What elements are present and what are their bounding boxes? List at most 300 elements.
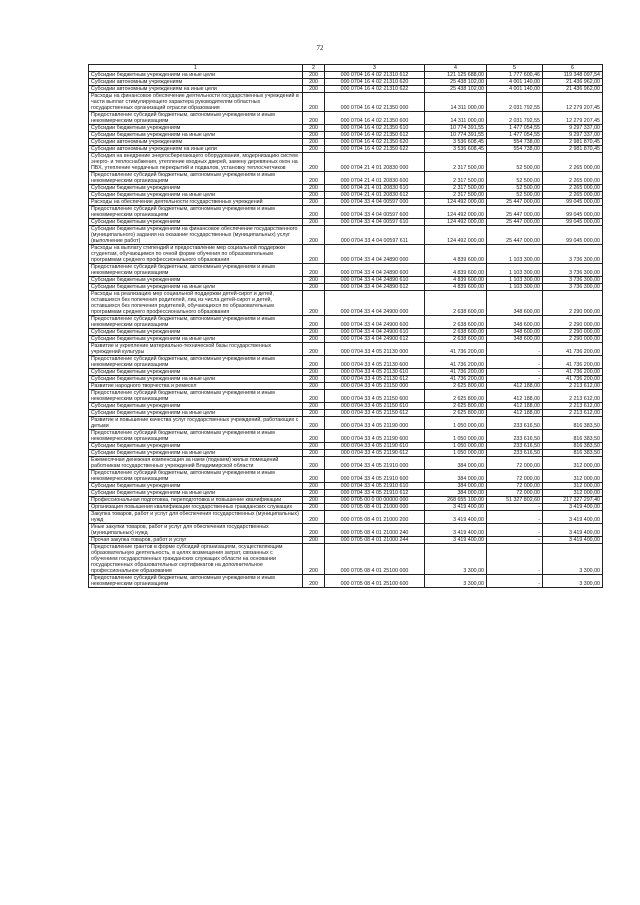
row-grbs-cell: 200 bbox=[303, 219, 325, 226]
row-grbs-cell: 200 bbox=[303, 343, 325, 356]
row-remainder-cell: 9 297 337,00 bbox=[543, 125, 603, 132]
row-name-cell: Субсидии бюджетным учреждениям bbox=[89, 403, 303, 410]
row-executed-cell: 2 031 792,55 bbox=[487, 112, 543, 125]
row-executed-cell: 52 500,00 bbox=[487, 192, 543, 199]
row-name-cell: Субсидии бюджетным учреждениям на иные цели bbox=[89, 284, 303, 291]
row-remainder-cell: 41 736 200,00 bbox=[543, 369, 603, 376]
row-remainder-cell: 3 419 400,00 bbox=[543, 504, 603, 511]
table-row bbox=[89, 537, 603, 544]
table-row bbox=[89, 153, 603, 172]
row-remainder-cell: 312 000,00 bbox=[543, 483, 603, 490]
row-amount-cell: 3 419 400,00 bbox=[425, 511, 487, 524]
row-executed-cell: 233 616,50 bbox=[487, 417, 543, 430]
row-remainder-cell: 312 000,00 bbox=[543, 457, 603, 470]
row-amount-cell: 3 419 400,00 bbox=[425, 524, 487, 537]
row-executed-cell: 51 327 802,60 bbox=[487, 497, 543, 504]
row-executed-cell: 25 447 000,00 bbox=[487, 226, 543, 245]
row-amount-cell: 2 625 800,00 bbox=[425, 410, 487, 417]
row-remainder-cell: 99 045 000,00 bbox=[543, 206, 603, 219]
row-remainder-cell: 119 348 097,54 bbox=[543, 72, 603, 79]
table-row bbox=[89, 450, 603, 457]
row-grbs-cell: 200 bbox=[303, 139, 325, 146]
row-remainder-cell: 3 300,00 bbox=[543, 544, 603, 575]
table-row bbox=[89, 336, 603, 343]
row-amount-cell: 41 736 200,00 bbox=[425, 376, 487, 383]
row-code-cell: 000 0704 21 4 01 20830 610 bbox=[325, 185, 425, 192]
column-header-6: 6 bbox=[543, 65, 603, 72]
row-amount-cell: 124 492 000,00 bbox=[425, 219, 487, 226]
row-code-cell: 000 0704 33 4 05 21910 000 bbox=[325, 457, 425, 470]
row-grbs-cell: 200 bbox=[303, 86, 325, 93]
row-code-cell: 000 0705 08 4 01 21000 244 bbox=[325, 537, 425, 544]
row-name-cell: Предоставление субсидий бюджетным, автономным учреждениям и иным некоммерческим организациям bbox=[89, 575, 303, 588]
table-row bbox=[89, 185, 603, 192]
table-row bbox=[89, 132, 603, 139]
row-name-cell: Предоставление субсидий бюджетным, автономным учреждениям и иным некоммерческим организациям bbox=[89, 112, 303, 125]
row-executed-cell: 412 188,00 bbox=[487, 410, 543, 417]
row-executed-cell: 72 000,00 bbox=[487, 490, 543, 497]
row-grbs-cell: 200 bbox=[303, 329, 325, 336]
column-header-2: 2 bbox=[303, 65, 325, 72]
row-code-cell: 000 0704 16 4 02 21350 610 bbox=[325, 125, 425, 132]
row-code-cell: 000 0704 33 4 05 21130 612 bbox=[325, 376, 425, 383]
row-executed-cell: 72 000,00 bbox=[487, 457, 543, 470]
row-remainder-cell: 816 383,50 bbox=[543, 450, 603, 457]
row-name-cell: Развитие народного творчества и ремесел bbox=[89, 383, 303, 390]
row-code-cell: 000 0704 16 4 02 21310 622 bbox=[325, 86, 425, 93]
row-amount-cell: 3 419 400,00 bbox=[425, 537, 487, 544]
row-executed-cell: - bbox=[487, 369, 543, 376]
row-code-cell: 000 0704 33 4 05 21130 600 bbox=[325, 356, 425, 369]
table-row bbox=[89, 264, 603, 277]
row-code-cell: 000 0704 33 4 05 21190 612 bbox=[325, 450, 425, 457]
row-amount-cell: 124 492 000,00 bbox=[425, 199, 487, 206]
row-code-cell: 000 0704 16 4 02 21350 600 bbox=[325, 112, 425, 125]
row-code-cell: 000 0705 08 4 01 25100 000 bbox=[325, 544, 425, 575]
row-code-cell: 000 0704 33 4 05 21150 600 bbox=[325, 390, 425, 403]
row-remainder-cell: 2 265 000,00 bbox=[543, 153, 603, 172]
row-remainder-cell: 2 213 612,00 bbox=[543, 390, 603, 403]
table-row bbox=[89, 575, 603, 588]
row-name-cell: Иные закупки товаров, работ и услуг для обеспечения государственных (муниципальных) нужд bbox=[89, 524, 303, 537]
table-row bbox=[89, 470, 603, 483]
row-code-cell: 000 0704 33 4 05 21150 000 bbox=[325, 383, 425, 390]
row-remainder-cell: 41 736 200,00 bbox=[543, 376, 603, 383]
table-row bbox=[89, 72, 603, 79]
row-amount-cell: 2 625 800,00 bbox=[425, 390, 487, 403]
table-row bbox=[89, 524, 603, 537]
row-executed-cell: 52 500,00 bbox=[487, 153, 543, 172]
row-grbs-cell: 200 bbox=[303, 490, 325, 497]
row-name-cell: Субсидии бюджетным учреждениям bbox=[89, 443, 303, 450]
row-code-cell: 000 0704 33 4 05 21910 612 bbox=[325, 490, 425, 497]
row-executed-cell: - bbox=[487, 537, 543, 544]
row-grbs-cell: 200 bbox=[303, 277, 325, 284]
row-amount-cell: 2 625 800,00 bbox=[425, 383, 487, 390]
row-grbs-cell: 200 bbox=[303, 470, 325, 483]
row-name-cell: Расходы на обеспечение деятельности государственных учреждений bbox=[89, 199, 303, 206]
row-executed-cell: 1 477 054,55 bbox=[487, 125, 543, 132]
row-code-cell: 000 0705 08 4 01 21000 000 bbox=[325, 504, 425, 511]
row-amount-cell: 25 438 102,00 bbox=[425, 79, 487, 86]
row-code-cell: 000 0704 16 4 02 21350 622 bbox=[325, 146, 425, 153]
row-code-cell: 000 0705 08 4 01 21000 240 bbox=[325, 524, 425, 537]
row-name-cell: Расходы на выплату стипендий и предоставление мер социальной поддержки студентам, обучающимся по очной форме обучения по образовательным программам среднего профессионального образования bbox=[89, 245, 303, 264]
row-name-cell: Организация повышения квалификации государственных гражданских служащих bbox=[89, 504, 303, 511]
row-name-cell: Субсидия на внедрение энергосберегающего оборудования, модернизацию систем энерго- и теплоснабжения, утепление входных дверей, замену деревянных окон на ПВХ, утепление чердачных перекрытий и подвалов, установку теплосчетчиков bbox=[89, 153, 303, 172]
row-name-cell: Субсидии бюджетным учреждениям bbox=[89, 125, 303, 132]
row-grbs-cell: 200 bbox=[303, 185, 325, 192]
row-name-cell: Предоставление грантов в форме субсидий организациям, осуществляющим образовательную деятельность, в целях возмещения затрат, связанных с обучением государственных гражданских служащих области на основании государственных образовательных сертификатов на дополнительное профессиональное образование bbox=[89, 544, 303, 575]
row-remainder-cell: 2 265 000,00 bbox=[543, 192, 603, 199]
table-row bbox=[89, 403, 603, 410]
row-amount-cell: 4 839 600,00 bbox=[425, 284, 487, 291]
row-remainder-cell: 2 290 000,00 bbox=[543, 291, 603, 316]
table-row bbox=[89, 112, 603, 125]
row-amount-cell: 3 300,00 bbox=[425, 575, 487, 588]
row-executed-cell: 4 001 140,00 bbox=[487, 86, 543, 93]
row-name-cell: Расходы на финансовое обеспечение деятельности государственных учреждений в части выплат стимулирующего характера руководителям областных государственных организаций отрасли образования bbox=[89, 93, 303, 112]
row-name-cell: Субсидии бюджетным учреждениям на иные цели bbox=[89, 192, 303, 199]
table-row bbox=[89, 206, 603, 219]
row-remainder-cell: 2 290 000,00 bbox=[543, 316, 603, 329]
table-row bbox=[89, 199, 603, 206]
row-code-cell: 000 0704 33 4 04 00597 610 bbox=[325, 219, 425, 226]
row-executed-cell: 1 103 300,00 bbox=[487, 284, 543, 291]
row-grbs-cell: 200 bbox=[303, 79, 325, 86]
table-row bbox=[89, 245, 603, 264]
row-grbs-cell: 200 bbox=[303, 336, 325, 343]
row-executed-cell: 554 738,00 bbox=[487, 146, 543, 153]
row-name-cell: Субсидии бюджетным учреждениям на иные цели bbox=[89, 132, 303, 139]
table-row bbox=[89, 284, 603, 291]
row-executed-cell: - bbox=[487, 511, 543, 524]
row-amount-cell: 2 638 600,00 bbox=[425, 336, 487, 343]
row-name-cell: Прочая закупка товаров, работ и услуг bbox=[89, 537, 303, 544]
row-grbs-cell: 200 bbox=[303, 153, 325, 172]
row-code-cell: 000 0704 16 4 02 21350 620 bbox=[325, 139, 425, 146]
row-code-cell: 000 0704 21 4 01 20830 600 bbox=[325, 172, 425, 185]
row-executed-cell: - bbox=[487, 376, 543, 383]
table-row bbox=[89, 483, 603, 490]
row-grbs-cell: 200 bbox=[303, 450, 325, 457]
row-executed-cell: 1 103 300,00 bbox=[487, 264, 543, 277]
row-remainder-cell: 12 279 207,45 bbox=[543, 93, 603, 112]
row-grbs-cell: 200 bbox=[303, 524, 325, 537]
row-remainder-cell: 3 419 400,00 bbox=[543, 537, 603, 544]
row-grbs-cell: 200 bbox=[303, 403, 325, 410]
row-code-cell: 000 0704 33 4 05 21190 000 bbox=[325, 417, 425, 430]
row-name-cell: Предоставление субсидий бюджетным, автономным учреждениям и иным некоммерческим организациям bbox=[89, 316, 303, 329]
column-header-4: 4 bbox=[425, 65, 487, 72]
table-row bbox=[89, 369, 603, 376]
row-code-cell: 000 0704 16 4 02 21350 000 bbox=[325, 93, 425, 112]
row-code-cell: 000 0704 33 4 04 24900 612 bbox=[325, 336, 425, 343]
table-row bbox=[89, 343, 603, 356]
row-amount-cell: 3 536 608,45 bbox=[425, 139, 487, 146]
row-remainder-cell: 2 981 870,45 bbox=[543, 146, 603, 153]
row-remainder-cell: 2 265 000,00 bbox=[543, 185, 603, 192]
row-grbs-cell: 200 bbox=[303, 383, 325, 390]
table-row bbox=[89, 139, 603, 146]
row-grbs-cell: 200 bbox=[303, 457, 325, 470]
row-name-cell: Предоставление субсидий бюджетным, автономным учреждениям и иным некоммерческим организациям bbox=[89, 206, 303, 219]
row-executed-cell: 348 600,00 bbox=[487, 329, 543, 336]
column-header-3: 3 bbox=[325, 65, 425, 72]
row-name-cell: Профессиональная подготовка, переподготовка и повышение квалификации bbox=[89, 497, 303, 504]
row-executed-cell: 52 500,00 bbox=[487, 172, 543, 185]
row-remainder-cell: 2 213 612,00 bbox=[543, 410, 603, 417]
row-amount-cell: 1 050 000,00 bbox=[425, 443, 487, 450]
row-executed-cell: 25 447 000,00 bbox=[487, 206, 543, 219]
row-grbs-cell: 200 bbox=[303, 504, 325, 511]
row-amount-cell: 2 638 600,00 bbox=[425, 329, 487, 336]
row-executed-cell: 233 616,50 bbox=[487, 443, 543, 450]
table-row bbox=[89, 86, 603, 93]
row-amount-cell: 3 419 400,00 bbox=[425, 504, 487, 511]
row-name-cell: Субсидии бюджетным учреждениям bbox=[89, 185, 303, 192]
row-remainder-cell: 2 290 000,00 bbox=[543, 329, 603, 336]
table-row bbox=[89, 356, 603, 369]
row-remainder-cell: 41 736 200,00 bbox=[543, 343, 603, 356]
row-remainder-cell: 3 736 300,00 bbox=[543, 284, 603, 291]
row-code-cell: 000 0704 33 4 04 24890 000 bbox=[325, 245, 425, 264]
row-code-cell: 000 0704 21 4 01 20830 000 bbox=[325, 153, 425, 172]
row-grbs-cell: 200 bbox=[303, 245, 325, 264]
row-name-cell: Субсидии автономным учреждениям на иные цели bbox=[89, 146, 303, 153]
row-name-cell: Субсидии бюджетным учреждениям на иные цели bbox=[89, 336, 303, 343]
row-grbs-cell: 200 bbox=[303, 537, 325, 544]
table-row bbox=[89, 410, 603, 417]
row-amount-cell: 2 625 800,00 bbox=[425, 403, 487, 410]
row-grbs-cell: 200 bbox=[303, 125, 325, 132]
table-header bbox=[89, 65, 603, 72]
row-name-cell: Субсидии бюджетным учреждениям на иные цели bbox=[89, 490, 303, 497]
row-name-cell: Субсидии бюджетным учреждениям bbox=[89, 329, 303, 336]
row-executed-cell: - bbox=[487, 575, 543, 588]
row-grbs-cell: 200 bbox=[303, 390, 325, 403]
row-code-cell: 000 0704 33 4 04 00597 000 bbox=[325, 199, 425, 206]
table-row bbox=[89, 226, 603, 245]
column-header-1: 1 bbox=[89, 65, 303, 72]
row-remainder-cell: 816 383,50 bbox=[543, 430, 603, 443]
row-grbs-cell: 200 bbox=[303, 146, 325, 153]
row-executed-cell: 348 600,00 bbox=[487, 316, 543, 329]
row-remainder-cell: 2 213 612,00 bbox=[543, 403, 603, 410]
row-code-cell: 000 0704 33 4 05 21190 610 bbox=[325, 443, 425, 450]
table-row bbox=[89, 390, 603, 403]
row-name-cell: Субсидии бюджетным учреждениям на иные цели bbox=[89, 72, 303, 79]
row-amount-cell: 2 638 600,00 bbox=[425, 291, 487, 316]
table-row bbox=[89, 504, 603, 511]
row-code-cell: 000 0704 16 4 02 21310 612 bbox=[325, 72, 425, 79]
row-grbs-cell: 200 bbox=[303, 226, 325, 245]
row-executed-cell: 554 738,00 bbox=[487, 139, 543, 146]
row-remainder-cell: 2 981 870,45 bbox=[543, 139, 603, 146]
row-remainder-cell: 21 436 962,00 bbox=[543, 79, 603, 86]
row-remainder-cell: 3 300,00 bbox=[543, 575, 603, 588]
table-row bbox=[89, 291, 603, 316]
row-code-cell: 000 0704 33 4 04 24890 612 bbox=[325, 284, 425, 291]
row-name-cell: Субсидии автономным учреждениям на иные цели bbox=[89, 86, 303, 93]
row-amount-cell: 384 000,00 bbox=[425, 483, 487, 490]
row-amount-cell: 2 317 500,00 bbox=[425, 153, 487, 172]
row-name-cell: Субсидии бюджетным учреждениям bbox=[89, 483, 303, 490]
row-code-cell: 000 0704 21 4 01 20830 612 bbox=[325, 192, 425, 199]
row-code-cell: 000 0704 33 4 04 24890 600 bbox=[325, 264, 425, 277]
row-amount-cell: 41 736 200,00 bbox=[425, 343, 487, 356]
row-name-cell: Субсидии бюджетным учреждениям на иные цели bbox=[89, 410, 303, 417]
row-remainder-cell: 99 045 000,00 bbox=[543, 219, 603, 226]
row-remainder-cell: 2 265 000,00 bbox=[543, 172, 603, 185]
row-code-cell: 000 0705 00 0 00 00000 000 bbox=[325, 497, 425, 504]
table-row bbox=[89, 316, 603, 329]
row-code-cell: 000 0704 33 4 05 21130 610 bbox=[325, 369, 425, 376]
row-amount-cell: 384 000,00 bbox=[425, 457, 487, 470]
row-executed-cell: 25 447 000,00 bbox=[487, 219, 543, 226]
row-remainder-cell: 3 736 300,00 bbox=[543, 245, 603, 264]
table-row bbox=[89, 417, 603, 430]
row-executed-cell: - bbox=[487, 343, 543, 356]
row-code-cell: 000 0704 33 4 05 21190 600 bbox=[325, 430, 425, 443]
row-grbs-cell: 200 bbox=[303, 544, 325, 575]
row-executed-cell: 233 616,50 bbox=[487, 430, 543, 443]
row-executed-cell: 1 103 300,00 bbox=[487, 277, 543, 284]
row-executed-cell: 2 031 792,55 bbox=[487, 93, 543, 112]
row-executed-cell: 412 188,00 bbox=[487, 390, 543, 403]
row-remainder-cell: 12 279 207,45 bbox=[543, 112, 603, 125]
row-grbs-cell: 200 bbox=[303, 369, 325, 376]
row-code-cell: 000 0704 33 4 04 24900 000 bbox=[325, 291, 425, 316]
row-remainder-cell: 217 327 297,40 bbox=[543, 497, 603, 504]
row-remainder-cell: 3 736 300,00 bbox=[543, 277, 603, 284]
table-body bbox=[89, 72, 603, 588]
row-grbs-cell: 200 bbox=[303, 376, 325, 383]
row-name-cell: Субсидии автономным учреждениям bbox=[89, 139, 303, 146]
row-code-cell: 000 0704 33 4 04 24900 600 bbox=[325, 316, 425, 329]
row-grbs-cell: 200 bbox=[303, 410, 325, 417]
column-header-5: 5 bbox=[487, 65, 543, 72]
row-executed-cell: 348 600,00 bbox=[487, 291, 543, 316]
row-amount-cell: 25 438 102,00 bbox=[425, 86, 487, 93]
table-row bbox=[89, 544, 603, 575]
table-row bbox=[89, 125, 603, 132]
row-code-cell: 000 0704 33 4 05 21910 610 bbox=[325, 483, 425, 490]
row-amount-cell: 10 774 391,55 bbox=[425, 132, 487, 139]
row-amount-cell: 268 655 100,00 bbox=[425, 497, 487, 504]
table-row bbox=[89, 277, 603, 284]
row-amount-cell: 124 492 000,00 bbox=[425, 226, 487, 245]
row-grbs-cell: 200 bbox=[303, 172, 325, 185]
row-remainder-cell: 41 736 200,00 bbox=[543, 356, 603, 369]
row-code-cell: 000 0705 08 4 01 25100 600 bbox=[325, 575, 425, 588]
row-grbs-cell: 200 bbox=[303, 291, 325, 316]
row-amount-cell: 14 311 000,00 bbox=[425, 93, 487, 112]
row-name-cell: Предоставление субсидий бюджетным, автономным учреждениям и иным некоммерческим организациям bbox=[89, 172, 303, 185]
row-grbs-cell: 200 bbox=[303, 112, 325, 125]
row-code-cell: 000 0704 33 4 04 24890 610 bbox=[325, 277, 425, 284]
row-grbs-cell: 200 bbox=[303, 511, 325, 524]
table-row bbox=[89, 383, 603, 390]
row-grbs-cell: 200 bbox=[303, 417, 325, 430]
row-executed-cell: 233 616,50 bbox=[487, 450, 543, 457]
row-code-cell: 000 0704 33 4 04 00597 600 bbox=[325, 206, 425, 219]
table-row bbox=[89, 146, 603, 153]
row-grbs-cell: 200 bbox=[303, 132, 325, 139]
row-remainder-cell: 3 419 400,00 bbox=[543, 511, 603, 524]
row-amount-cell: 4 839 600,00 bbox=[425, 264, 487, 277]
table-row bbox=[89, 443, 603, 450]
row-amount-cell: 2 638 600,00 bbox=[425, 316, 487, 329]
row-name-cell: Расходы на реализацию мер социальной поддержки детей-сирот и детей, оставшихся без попечения родителей, лиц из числа детей-сирот и детей, оставшихся без попечения родителей, обучающихся по образовательным программам среднего профессионального образования bbox=[89, 291, 303, 316]
row-remainder-cell: 816 383,50 bbox=[543, 417, 603, 430]
row-code-cell: 000 0704 16 4 02 21310 620 bbox=[325, 79, 425, 86]
row-grbs-cell: 200 bbox=[303, 284, 325, 291]
row-grbs-cell: 200 bbox=[303, 316, 325, 329]
row-name-cell: Субсидии бюджетным учреждениям на иные цели bbox=[89, 376, 303, 383]
table-row bbox=[89, 376, 603, 383]
row-name-cell: Субсидии бюджетным учреждениям bbox=[89, 219, 303, 226]
row-amount-cell: 41 736 200,00 bbox=[425, 369, 487, 376]
row-remainder-cell: 312 000,00 bbox=[543, 490, 603, 497]
row-executed-cell: 1 103 300,00 bbox=[487, 245, 543, 264]
row-grbs-cell: 200 bbox=[303, 206, 325, 219]
table-row bbox=[89, 430, 603, 443]
row-amount-cell: 3 536 608,45 bbox=[425, 146, 487, 153]
row-executed-cell: 72 000,00 bbox=[487, 483, 543, 490]
row-amount-cell: 1 050 000,00 bbox=[425, 417, 487, 430]
table-row bbox=[89, 219, 603, 226]
row-amount-cell: 384 000,00 bbox=[425, 470, 487, 483]
row-name-cell: Ежемесячная денежная компенсация за наем (поднаем) жилых помещений работникам государственных учреждений Владимирской области bbox=[89, 457, 303, 470]
table-row bbox=[89, 329, 603, 336]
row-executed-cell: 25 447 000,00 bbox=[487, 199, 543, 206]
page-number: 72 bbox=[316, 44, 324, 52]
row-executed-cell: - bbox=[487, 356, 543, 369]
table-row bbox=[89, 192, 603, 199]
row-executed-cell: - bbox=[487, 524, 543, 537]
row-amount-cell: 2 317 500,00 bbox=[425, 192, 487, 199]
row-name-cell: Предоставление субсидий бюджетным, автономным учреждениям и иным некоммерческим организациям bbox=[89, 264, 303, 277]
row-amount-cell: 4 839 600,00 bbox=[425, 245, 487, 264]
row-amount-cell: 124 492 000,00 bbox=[425, 206, 487, 219]
row-name-cell: Субсидии автономным учреждениям bbox=[89, 79, 303, 86]
row-executed-cell: - bbox=[487, 504, 543, 511]
row-executed-cell: 72 000,00 bbox=[487, 470, 543, 483]
row-code-cell: 000 0704 33 4 05 21910 600 bbox=[325, 470, 425, 483]
row-grbs-cell: 200 bbox=[303, 264, 325, 277]
row-remainder-cell: 9 297 337,00 bbox=[543, 132, 603, 139]
row-name-cell: Субсидии бюджетным учреждениям bbox=[89, 277, 303, 284]
row-executed-cell: 1 477 054,55 bbox=[487, 132, 543, 139]
table-row bbox=[89, 511, 603, 524]
row-executed-cell: 412 188,00 bbox=[487, 383, 543, 390]
row-grbs-cell: 200 bbox=[303, 483, 325, 490]
row-code-cell: 000 0704 33 4 05 21150 610 bbox=[325, 403, 425, 410]
row-amount-cell: 2 317 500,00 bbox=[425, 172, 487, 185]
row-remainder-cell: 312 000,00 bbox=[543, 470, 603, 483]
row-amount-cell: 2 317 500,00 bbox=[425, 185, 487, 192]
table-row bbox=[89, 457, 603, 470]
row-grbs-cell: 200 bbox=[303, 199, 325, 206]
row-remainder-cell: 99 045 000,00 bbox=[543, 226, 603, 245]
header-row bbox=[89, 65, 603, 72]
row-code-cell: 000 0704 33 4 04 00597 611 bbox=[325, 226, 425, 245]
row-remainder-cell: 99 045 000,00 bbox=[543, 199, 603, 206]
row-amount-cell: 41 736 200,00 bbox=[425, 356, 487, 369]
row-remainder-cell: 2 213 612,00 bbox=[543, 383, 603, 390]
row-executed-cell: 348 600,00 bbox=[487, 336, 543, 343]
